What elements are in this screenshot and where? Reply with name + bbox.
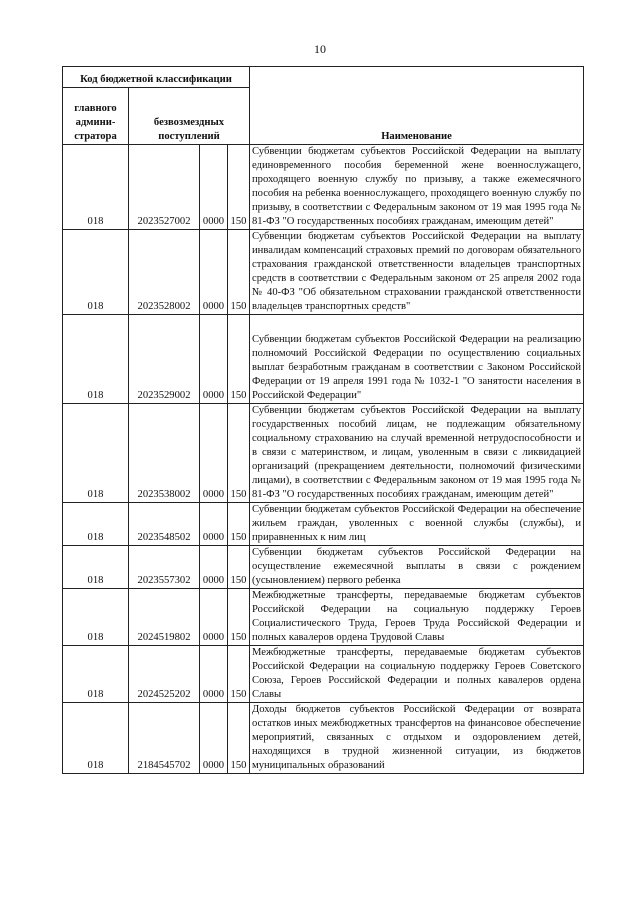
- description-cell: Межбюджетные трансферты, передаваемые бюджетам субъектов Российской Федерации на социальную поддержку Героев Советского Союза, Героев Российской Федерации и полных кавалеров ордена Славы: [250, 646, 584, 703]
- subtype-code-cell: 0000: [200, 546, 228, 589]
- subtype-code-cell: 0000: [200, 646, 228, 703]
- description-cell: Субвенции бюджетам субъектов Российской Федерации на осуществление ежемесячной выплаты в связи с рождением (усыновлением) первого ребенка: [250, 546, 584, 589]
- admin-code-cell: 018: [63, 230, 129, 315]
- budget-classification-table: [62, 66, 584, 774]
- subtype-code-cell: 0000: [200, 315, 228, 404]
- revenue-code-cell: 2023557302: [129, 546, 200, 589]
- subtype-code-cell: 0000: [200, 230, 228, 315]
- header-gratuitous-revenue: безвозмездных поступлений: [129, 88, 250, 145]
- header-budget-code-group: Код бюджетной классификации: [63, 67, 250, 88]
- kind-code-cell: 150: [228, 546, 250, 589]
- kind-code-cell: 150: [228, 503, 250, 546]
- revenue-code-cell: 2023529002: [129, 315, 200, 404]
- description-cell: Субвенции бюджетам субъектов Российской Федерации на выплату инвалидам компенсаций страховых премий по договорам обязательного страхования гражданской ответственности владельцев транспортных средств в соответствии с Федеральным законом от 25 апреля 2002 года № 40-ФЗ "Об обязательном страховании гражданской ответственности владельцев транспортных средств": [250, 230, 584, 315]
- kind-code-cell: 150: [228, 404, 250, 503]
- admin-code-cell: 018: [63, 145, 129, 230]
- admin-code-cell: 018: [63, 503, 129, 546]
- table-row: [63, 646, 584, 703]
- description-cell: Межбюджетные трансферты, передаваемые бюджетам субъектов Российской Федерации на социальную поддержку Героев Социалистического Труда, Героев Труда Российской Федерации и полных кавалеров ордена Трудовой Славы: [250, 589, 584, 646]
- kind-code-cell: 150: [228, 589, 250, 646]
- subtype-code-cell: 0000: [200, 145, 228, 230]
- kind-code-cell: 150: [228, 315, 250, 404]
- revenue-code-cell: 2184545702: [129, 703, 200, 774]
- description-cell: Субвенции бюджетам субъектов Российской Федерации на обеспечение жильем граждан, уволенных с военной службы (службы), и приравненных к ним лиц: [250, 503, 584, 546]
- description-cell: Субвенции бюджетам субъектов Российской Федерации на выплату государственных пособий лицам, не подлежащим обязательному социальному страхованию на случай временной нетрудоспособности и в связи с материнством, и лицам, уволенным в связи с ликвидацией организаций (прекращением деятельности, полномочий физическими лицами), в соответствии с Федеральным законом от 19 мая 1995 года № 81-ФЗ "О государственных пособиях гражданам, имеющим детей": [250, 404, 584, 503]
- revenue-code-cell: 2024525202: [129, 646, 200, 703]
- admin-code-cell: 018: [63, 546, 129, 589]
- kind-code-cell: 150: [228, 646, 250, 703]
- page-number: 10: [314, 42, 326, 56]
- revenue-code-cell: 2023527002: [129, 145, 200, 230]
- kind-code-cell: 150: [228, 230, 250, 315]
- subtype-code-cell: 0000: [200, 503, 228, 546]
- table-row: [63, 230, 584, 315]
- revenue-code-cell: 2024519802: [129, 589, 200, 646]
- table-row: [63, 145, 584, 230]
- table-row: [63, 546, 584, 589]
- kind-code-cell: 150: [228, 703, 250, 774]
- admin-code-cell: 018: [63, 703, 129, 774]
- admin-code-cell: 018: [63, 315, 129, 404]
- admin-code-cell: 018: [63, 404, 129, 503]
- table-row: [63, 404, 584, 503]
- kind-code-cell: 150: [228, 145, 250, 230]
- revenue-code-cell: 2023548502: [129, 503, 200, 546]
- revenue-code-cell: 2023538002: [129, 404, 200, 503]
- table-row: [63, 503, 584, 546]
- description-cell: Субвенции бюджетам субъектов Российской Федерации на реализацию полномочий Российской Федерации по осуществлению социальных выплат безработным гражданам в соответствии с Законом Российской Федерации от 19 апреля 1991 года № 1032-1 "О занятости населения в Российской Федерации": [250, 315, 584, 404]
- subtype-code-cell: 0000: [200, 404, 228, 503]
- description-cell: Доходы бюджетов субъектов Российской Федерации от возврата остатков иных межбюджетных трансфертов на финансовое обеспечение мероприятий, связанных с отдыхом и оздоровлением детей, находящихся в трудной жизненной ситуации, из бюджетов муниципальных образований: [250, 703, 584, 774]
- admin-code-cell: 018: [63, 589, 129, 646]
- admin-code-cell: 018: [63, 646, 129, 703]
- table-row: [63, 703, 584, 774]
- table-row: [63, 589, 584, 646]
- header-name: Наименование: [250, 67, 584, 145]
- description-cell: Субвенции бюджетам субъектов Российской Федерации на выплату единовременного пособия беременной жене военнослужащего, проходящего военную службу по призыву, а также ежемесячного пособия на ребенка военнослужащего, проходящего военную службу по призыву, в соответствии с Федеральным законом от 19 мая 1995 года № 81-ФЗ "О государственных пособиях гражданам, имеющим детей": [250, 145, 584, 230]
- header-main-administrator: главного админи- стратора: [63, 88, 129, 145]
- revenue-code-cell: 2023528002: [129, 230, 200, 315]
- table-row: [63, 315, 584, 404]
- subtype-code-cell: 0000: [200, 589, 228, 646]
- subtype-code-cell: 0000: [200, 703, 228, 774]
